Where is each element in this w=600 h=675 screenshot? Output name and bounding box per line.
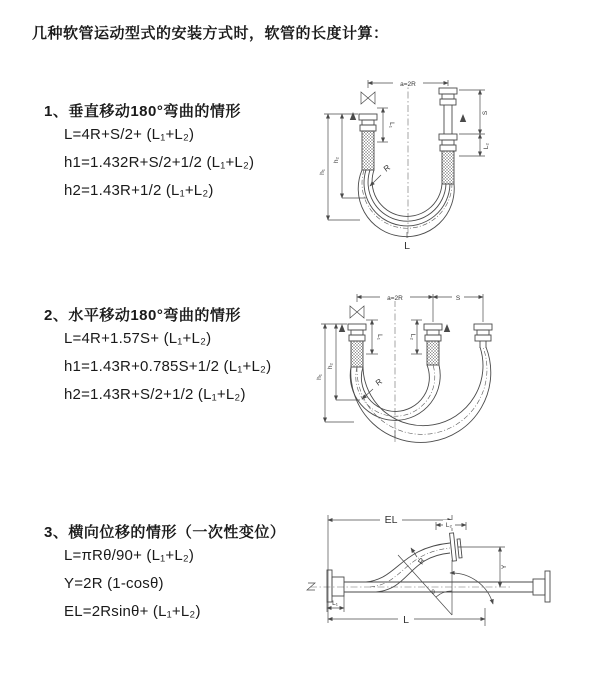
section-2-formula-L: L=4R+1.57S+ (L₁+L₂) bbox=[64, 330, 212, 347]
dim-label-length: L bbox=[404, 240, 410, 252]
section-1-formula-L: L=4R+S/2+ (L₁+L₂) bbox=[64, 126, 195, 143]
valve-icon bbox=[350, 306, 364, 318]
dim-label-fit-left: L₁ bbox=[332, 600, 338, 607]
dimension-stroke bbox=[459, 90, 489, 134]
dim-label-radius: R bbox=[416, 556, 427, 567]
section-3-formula-EL: EL=2Rsinθ+ (L₁+L₂) bbox=[64, 603, 201, 620]
dimension-length bbox=[328, 608, 485, 626]
section-vertical-move bbox=[44, 103, 254, 205]
section-3-heading: 3、横向位移的情形（一次性变位） bbox=[44, 524, 286, 541]
dim-label-radius: R bbox=[381, 162, 392, 174]
section-2-formula-h1: h1=1.43R+0.785S+1/2 (L₁+L₂) bbox=[64, 358, 272, 375]
section-1-formula-h1: h1=1.432R+S/2+1/2 (L₁+L₂) bbox=[64, 154, 255, 171]
hose-fitting-left bbox=[350, 112, 377, 170]
dim-label-fit-left: L₁ bbox=[388, 122, 395, 128]
dimension-extended-length bbox=[328, 513, 452, 623]
radius-callout bbox=[362, 377, 384, 399]
dim-label-stroke: S bbox=[482, 110, 489, 116]
hose-displaced-position bbox=[366, 543, 450, 592]
radius-callout bbox=[411, 548, 427, 566]
section-3-formula-L: L=πRθ/90+ (L₁+L₂) bbox=[64, 547, 195, 564]
section-3-formula-Y: Y=2R (1-cosθ) bbox=[64, 575, 164, 592]
length-callout bbox=[404, 232, 410, 252]
move-direction-arrow bbox=[339, 324, 345, 332]
move-direction-arrow bbox=[460, 114, 466, 122]
dim-label-depth2: h₂ bbox=[327, 362, 334, 370]
dimension-offset bbox=[458, 547, 508, 587]
dim-label-el: EL bbox=[384, 514, 398, 526]
dimension-span bbox=[357, 292, 483, 322]
dimension-fit-left bbox=[366, 320, 383, 354]
hose-fitting-middle bbox=[424, 324, 450, 365]
dim-label-stroke: S bbox=[455, 295, 461, 302]
dimension-span bbox=[368, 78, 448, 88]
section-horizontal-move bbox=[44, 307, 271, 409]
dim-label-angle: θ bbox=[431, 589, 435, 596]
valve-icon bbox=[361, 92, 375, 104]
hose-fitting-right bbox=[439, 88, 466, 184]
dim-label-span: a=2R bbox=[387, 295, 403, 302]
dim-label-offset: Y bbox=[501, 564, 508, 570]
dim-label-fit-left: L₁ bbox=[376, 334, 383, 340]
diagram-lateral-displacement bbox=[300, 500, 590, 675]
dimension-fit-middle bbox=[409, 320, 422, 354]
section-lateral-displacement bbox=[44, 524, 285, 626]
hose-u-bend bbox=[358, 170, 454, 237]
flange-left bbox=[327, 570, 344, 602]
dimension-depths bbox=[316, 324, 360, 422]
dimension-fit-right bbox=[436, 520, 466, 530]
dimension-fit-right bbox=[459, 134, 490, 156]
hose-fitting-right bbox=[474, 324, 492, 348]
move-direction-arrow bbox=[350, 112, 356, 120]
diagram-vertical-move-180 bbox=[300, 68, 580, 260]
dimension-fit-left bbox=[377, 108, 395, 142]
diagram-horizontal-move-180 bbox=[300, 282, 590, 457]
dimension-fit-left bbox=[327, 596, 344, 612]
page-title: 几种软管运动型式的安装方式时，软管的长度计算： bbox=[32, 25, 389, 42]
hose-fitting-left bbox=[339, 324, 366, 367]
dim-label-length: L bbox=[403, 614, 409, 626]
dim-label-fit-right: L₂ bbox=[445, 522, 453, 529]
section-1-formula-h2: h2=1.43R+1/2 (L₁+L₂) bbox=[64, 182, 214, 199]
dimension-depths bbox=[319, 114, 366, 220]
move-direction-arrow bbox=[444, 324, 450, 332]
section-2-heading: 2、水平移动180°弯曲的情形 bbox=[44, 307, 241, 324]
pipe-break-mark bbox=[307, 583, 315, 590]
dim-label-fit-right: L₂ bbox=[409, 333, 416, 341]
dim-label-depth1: h₁ bbox=[319, 169, 326, 175]
angle-construction bbox=[398, 555, 493, 615]
dim-label-radius: R bbox=[373, 376, 384, 388]
section-2-formula-h2: h2=1.43R+S/2+1/2 (L₁+L₂) bbox=[64, 386, 246, 403]
dim-label-span: a=2R bbox=[400, 81, 416, 88]
dim-label-fit-right: L₂ bbox=[483, 142, 490, 150]
hose-u-bend-moved bbox=[351, 347, 491, 442]
dim-label-depth2: h₂ bbox=[333, 156, 340, 164]
section-1-heading: 1、垂直移动180°弯曲的情形 bbox=[44, 103, 241, 120]
dim-label-depth1: h₁ bbox=[316, 374, 323, 380]
